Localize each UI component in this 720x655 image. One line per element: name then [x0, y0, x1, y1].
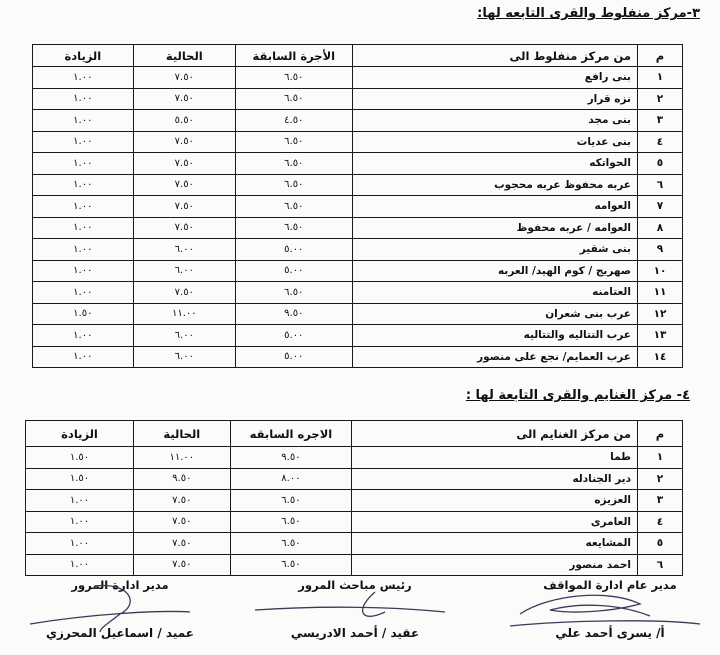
row-destination: المشايعه [352, 533, 638, 555]
row-previous-fare: ٦.٥٠ [230, 490, 352, 512]
fares-table-ghanayem [25, 420, 683, 576]
row-previous-fare: ٦.٥٠ [235, 88, 352, 110]
row-increase: ١.٠٠ [33, 174, 134, 196]
row-previous-fare: ٦.٥٠ [230, 554, 352, 576]
fares-table-manfalut [32, 44, 683, 368]
row-destination: بنى مجد [352, 110, 637, 132]
row-increase: ١.٥٠ [26, 468, 134, 490]
section-3-title: ٣-مركز منفلوط والقرى التابعه لها: [477, 6, 700, 21]
table-row [33, 110, 683, 132]
table-row [33, 196, 683, 218]
row-current-fare: ٧.٥٠ [134, 490, 231, 512]
signature-block-traffic-investigations-chief [255, 578, 455, 640]
handwritten-signature-icon [490, 584, 720, 634]
row-destination: عرب بنى شعران [352, 303, 637, 325]
row-destination: دير الجنادله [352, 468, 638, 490]
col-header-destination: من مركز منفلوط الى [352, 45, 637, 67]
row-index: ٥ [638, 533, 683, 555]
row-increase: ١.٠٠ [26, 533, 134, 555]
row-current-fare: ٦.٠٠ [133, 239, 235, 261]
row-index: ١ [638, 447, 683, 469]
row-previous-fare: ٤.٥٠ [235, 110, 352, 132]
col-header-current-fare: الحالية [134, 421, 231, 447]
signature-name: عقيد / أحمد الادريسي [290, 626, 420, 640]
row-current-fare: ٧.٥٠ [133, 282, 235, 304]
row-increase: ١.٠٠ [33, 67, 134, 89]
col-header-previous-fare: الأجرة السابقة [235, 45, 352, 67]
signature-name: أ/ يسرى أحمد علي [555, 626, 665, 640]
col-header-current-fare: الحالية [133, 45, 235, 67]
table-row [33, 67, 683, 89]
row-previous-fare: ٦.٥٠ [235, 153, 352, 175]
row-increase: ١.٠٠ [33, 325, 134, 347]
row-destination: طما [352, 447, 638, 469]
table-row [33, 346, 683, 368]
table-row [33, 131, 683, 153]
row-previous-fare: ٦.٥٠ [235, 282, 352, 304]
row-current-fare: ٦.٠٠ [133, 325, 235, 347]
row-index: ٩ [637, 239, 682, 261]
table-row [33, 153, 683, 175]
row-increase: ١.٠٠ [33, 131, 134, 153]
row-index: ٢ [637, 88, 682, 110]
row-previous-fare: ٦.٥٠ [235, 131, 352, 153]
row-increase: ١.٥٠ [33, 303, 134, 325]
row-previous-fare: ٦.٥٠ [235, 174, 352, 196]
row-previous-fare: ٥.٠٠ [235, 239, 352, 261]
row-current-fare: ٥.٥٠ [133, 110, 235, 132]
row-destination: الحواتكه [352, 153, 637, 175]
col-header-index: م [637, 45, 682, 67]
table-row [26, 490, 683, 512]
row-current-fare: ٧.٥٠ [134, 511, 231, 533]
row-current-fare: ٧.٥٠ [133, 131, 235, 153]
table-row [33, 303, 683, 325]
row-index: ٦ [637, 174, 682, 196]
table-row [33, 282, 683, 304]
row-previous-fare: ٩.٥٠ [235, 303, 352, 325]
table-row [26, 533, 683, 555]
table-row [26, 468, 683, 490]
row-destination: احمد منصور [352, 554, 638, 576]
row-increase: ١.٠٠ [33, 346, 134, 368]
signature-name: عميد / اسماعيل المحرزي [46, 626, 194, 640]
signature-title: مدير عام ادارة المواقف [543, 578, 677, 592]
handwritten-signature-icon [235, 584, 465, 634]
row-destination: نزه قرار [352, 88, 637, 110]
signature-block-traffic-director [20, 578, 220, 640]
row-current-fare: ٧.٥٠ [134, 533, 231, 555]
row-increase: ١.٠٠ [33, 260, 134, 282]
row-current-fare: ٦.٠٠ [133, 346, 235, 368]
row-destination: العوامه [352, 196, 637, 218]
row-destination: العوامه / عربه محفوظ [352, 217, 637, 239]
table-header-row [33, 45, 683, 67]
table-row [33, 325, 683, 347]
row-destination: العزيزه [352, 490, 638, 512]
row-increase: ١.٠٠ [33, 88, 134, 110]
section-4-title: ٤- مركز الغنايم والقرى التابعة لها : [465, 388, 690, 403]
table-row [33, 88, 683, 110]
row-previous-fare: ٦.٥٠ [230, 533, 352, 555]
row-destination: العامرى [352, 511, 638, 533]
row-destination: صهريج / كوم الهيد/ العربه [352, 260, 637, 282]
col-header-increase: الزيادة [33, 45, 134, 67]
row-increase: ١.٠٠ [33, 110, 134, 132]
row-previous-fare: ٥.٠٠ [235, 325, 352, 347]
row-destination: العتامنه [352, 282, 637, 304]
row-increase: ١.٠٠ [26, 490, 134, 512]
row-index: ٢ [638, 468, 683, 490]
table-row [26, 511, 683, 533]
row-current-fare: ٧.٥٠ [133, 88, 235, 110]
row-increase: ١.٠٠ [33, 282, 134, 304]
handwritten-signature-icon [0, 584, 230, 634]
row-destination: عرب العمايم/ نجع على منصور [352, 346, 637, 368]
row-index: ٣ [638, 490, 683, 512]
row-index: ٨ [637, 217, 682, 239]
row-current-fare: ٧.٥٠ [133, 174, 235, 196]
row-index: ٣ [637, 110, 682, 132]
table-row [33, 174, 683, 196]
row-current-fare: ٦.٠٠ [133, 260, 235, 282]
row-index: ١ [637, 67, 682, 89]
row-index: ٥ [637, 153, 682, 175]
col-header-increase: الزيادة [26, 421, 134, 447]
table-row [33, 217, 683, 239]
col-header-index: م [638, 421, 683, 447]
row-previous-fare: ٨.٠٠ [230, 468, 352, 490]
table-row [33, 260, 683, 282]
row-current-fare: ٧.٥٠ [133, 67, 235, 89]
row-current-fare: ٩.٥٠ [134, 468, 231, 490]
row-destination: بنى عديات [352, 131, 637, 153]
row-previous-fare: ٦.٥٠ [235, 217, 352, 239]
row-previous-fare: ٦.٥٠ [235, 67, 352, 89]
row-index: ١٣ [637, 325, 682, 347]
row-current-fare: ٧.٥٠ [133, 196, 235, 218]
signature-title: مدير ادارة المرور [71, 578, 169, 592]
row-index: ٤ [638, 511, 683, 533]
row-index: ٦ [638, 554, 683, 576]
table-header-row [26, 421, 683, 447]
row-increase: ١.٠٠ [33, 153, 134, 175]
col-header-previous-fare: الاجره السابقه [230, 421, 352, 447]
row-index: ١٠ [637, 260, 682, 282]
row-current-fare: ٧.٥٠ [133, 217, 235, 239]
row-destination: بنى شقير [352, 239, 637, 261]
row-destination: بنى رافع [352, 67, 637, 89]
row-index: ٧ [637, 196, 682, 218]
row-increase: ١.٠٠ [26, 554, 134, 576]
row-index: ١٢ [637, 303, 682, 325]
table-row [26, 554, 683, 576]
row-previous-fare: ٥.٠٠ [235, 260, 352, 282]
table-row [26, 447, 683, 469]
signature-block-parking-director [510, 578, 710, 640]
table-row [33, 239, 683, 261]
row-index: ١٤ [637, 346, 682, 368]
row-index: ٤ [637, 131, 682, 153]
row-increase: ١.٠٠ [33, 239, 134, 261]
row-increase: ١.٠٠ [33, 196, 134, 218]
row-destination: عربه محفوظ عربه محجوب [352, 174, 637, 196]
row-current-fare: ١١.٠٠ [134, 447, 231, 469]
row-previous-fare: ٩.٥٠ [230, 447, 352, 469]
row-current-fare: ٧.٥٠ [134, 554, 231, 576]
row-previous-fare: ٥.٠٠ [235, 346, 352, 368]
row-previous-fare: ٦.٥٠ [230, 511, 352, 533]
row-destination: عرب التتاليه والتتاليه [352, 325, 637, 347]
row-index: ١١ [637, 282, 682, 304]
row-increase: ١.٠٠ [33, 217, 134, 239]
row-current-fare: ٧.٥٠ [133, 153, 235, 175]
col-header-destination: من مركز الغنايم الى [352, 421, 638, 447]
row-previous-fare: ٦.٥٠ [235, 196, 352, 218]
row-current-fare: ١١.٠٠ [133, 303, 235, 325]
signature-title: رئيس مباحث المرور [298, 578, 412, 592]
row-increase: ١.٥٠ [26, 447, 134, 469]
row-increase: ١.٠٠ [26, 511, 134, 533]
